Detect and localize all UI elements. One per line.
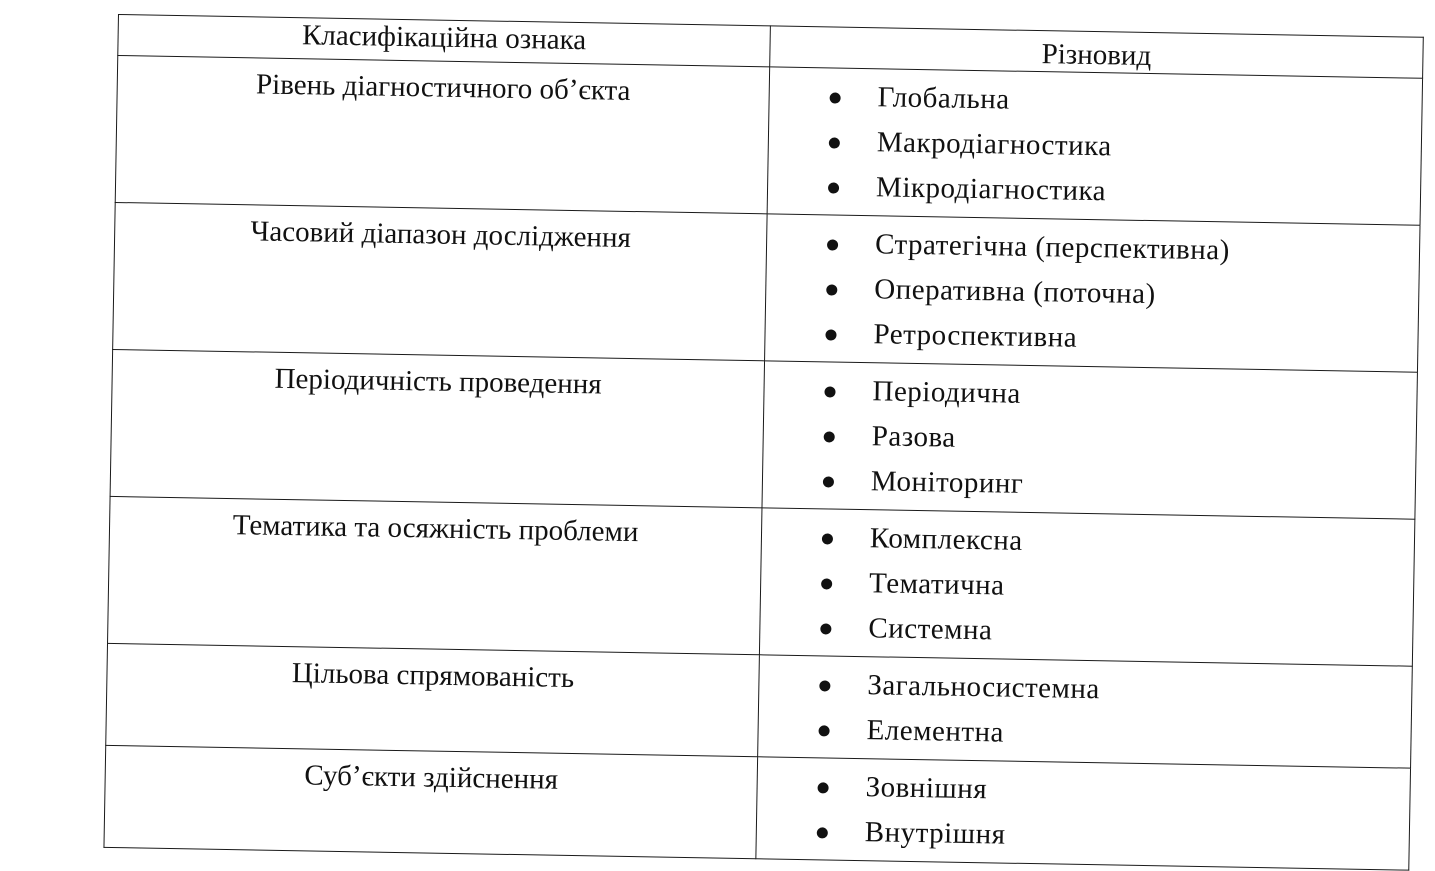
- bullet-icon: [824, 431, 835, 442]
- types-list: [825, 221, 1419, 366]
- classification-table: [103, 14, 1423, 871]
- types-cell: [756, 757, 1411, 870]
- table-row: [104, 745, 1411, 870]
- bullet-icon: [826, 284, 837, 295]
- bullet-icon: [818, 782, 829, 793]
- header-feature: Класифікаційна ознака: [118, 15, 771, 67]
- bullet-icon: [828, 182, 839, 193]
- feature-cell: Рівень діагностичного об’єкта: [115, 56, 769, 214]
- types-list: [818, 662, 1411, 762]
- type-label: Мікродіагностика: [875, 171, 1107, 208]
- table-row: [115, 56, 1422, 226]
- feature-cell: Тематика та осяжність проблеми: [108, 496, 762, 654]
- bullet-icon: [830, 92, 841, 103]
- types-cell: [758, 655, 1413, 768]
- feature-cell: Періодичність проведення: [110, 349, 764, 507]
- bullet-icon: [819, 680, 830, 691]
- bullet-icon: [824, 386, 835, 397]
- type-label: Внутрішня: [864, 816, 1006, 851]
- list-item: [820, 605, 1413, 660]
- table-row: [113, 202, 1420, 372]
- bullet-icon: [821, 578, 832, 589]
- table-row: [110, 349, 1417, 519]
- list-item: [828, 164, 1421, 219]
- list-item: [816, 809, 1409, 864]
- types-list: [816, 764, 1409, 864]
- types-list: [828, 74, 1422, 219]
- feature-cell: Часовий діапазон дослідження: [113, 202, 767, 360]
- bullet-icon: [825, 329, 836, 340]
- type-label: Зовнішня: [865, 771, 988, 806]
- types-list: [823, 368, 1417, 513]
- types-list: [820, 515, 1414, 660]
- type-label: Ретроспективна: [873, 318, 1078, 354]
- type-label: Оперативна (поточна): [874, 273, 1157, 311]
- type-label: Системна: [868, 612, 993, 647]
- types-cell: [762, 361, 1417, 519]
- type-label: Макродіагностика: [876, 126, 1112, 163]
- feature-cell: Цільова спрямованість: [106, 643, 760, 756]
- bullet-icon: [820, 623, 831, 634]
- type-label: Стратегічна (перспективна): [874, 228, 1231, 267]
- types-cell: [767, 67, 1422, 225]
- types-cell: [759, 508, 1414, 666]
- type-label: Періодична: [872, 375, 1022, 410]
- list-item: [825, 311, 1418, 366]
- type-label: Елементна: [866, 714, 1005, 749]
- type-label: Разова: [871, 420, 956, 454]
- type-label: Тематична: [868, 567, 1005, 602]
- bullet-icon: [823, 476, 834, 487]
- type-label: Глобальна: [877, 81, 1010, 116]
- bullet-icon: [817, 827, 828, 838]
- type-label: Загальносистемна: [867, 669, 1101, 706]
- types-cell: [765, 214, 1420, 372]
- type-label: Моніторинг: [870, 465, 1024, 500]
- bullet-icon: [819, 725, 830, 736]
- bullet-icon: [827, 239, 838, 250]
- type-label: Комплексна: [869, 522, 1023, 557]
- classification-table-wrapper: [104, 14, 1423, 851]
- table-row: [108, 496, 1415, 666]
- header-types: Різновид: [770, 26, 1424, 78]
- bullet-icon: [822, 533, 833, 544]
- feature-cell: Суб’єкти здійснення: [104, 745, 758, 858]
- list-item: [818, 707, 1411, 762]
- bullet-icon: [829, 137, 840, 148]
- list-item: [823, 458, 1416, 513]
